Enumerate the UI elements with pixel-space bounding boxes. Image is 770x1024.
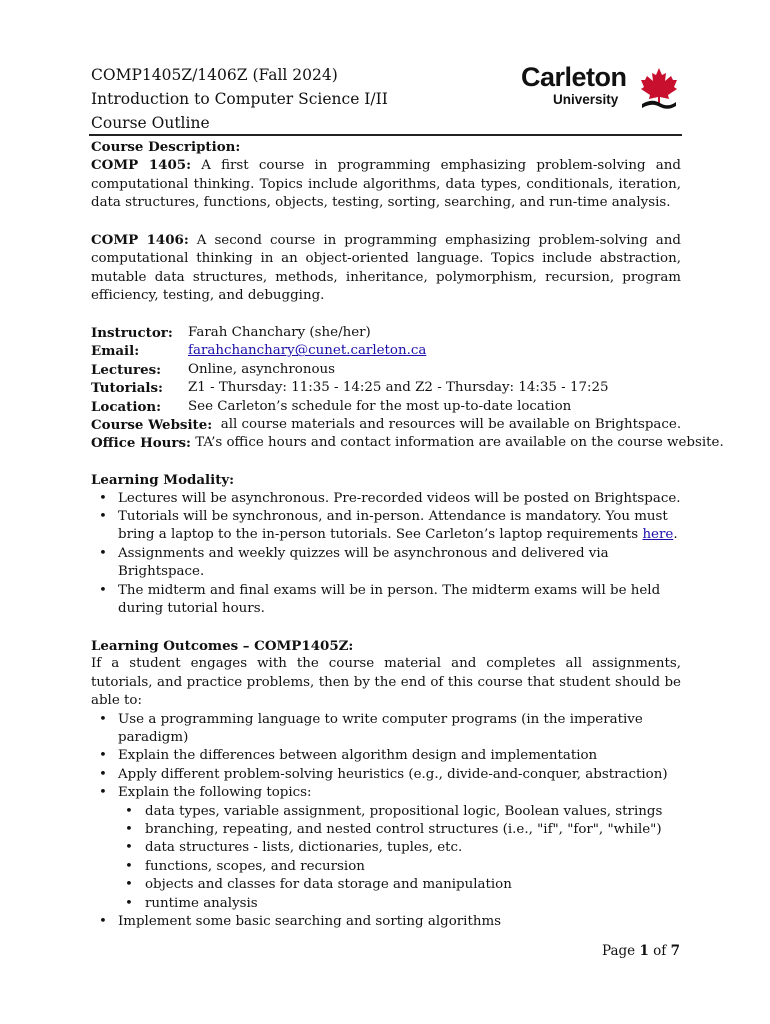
- office-hours-value: TA’s office hours and contact information are available on the course website.: [190, 435, 724, 451]
- office-hours-label: Office Hours:: [91, 435, 191, 452]
- learning-outcomes-list: [91, 711, 681, 932]
- comp1405-text: A first course in programming emphasizing problem-solving and computational thinking. Topics include algorithms, data types, conditionals, iteration, data structures, functions, objects, testing, sorting, searching, and run-time analysis.: [91, 158, 681, 211]
- logo-wordmark: Carleton: [521, 62, 627, 92]
- course-name-title: Introduction to Computer Science I/II: [91, 90, 388, 108]
- location-row: [91, 398, 681, 416]
- comp1406-description: [91, 231, 681, 306]
- lectures-row: [91, 361, 681, 379]
- office-hours-row: [91, 434, 724, 452]
- course-website-row: [91, 416, 681, 434]
- location-label: Location:: [91, 398, 162, 415]
- learning-modality-list: [91, 490, 681, 619]
- list-item: • Explain the differences between algorithm design and implementation: [91, 747, 681, 765]
- carleton-logo: [521, 62, 681, 112]
- topic-item: • branching, repeating, and nested control structures (i.e., "if", "for", "while"): [91, 821, 681, 839]
- email-row: [91, 342, 681, 360]
- list-item: • Assignments and weekly quizzes will be asynchronous and delivered via Brightspace.: [91, 545, 681, 582]
- tutorials-label: Tutorials:: [91, 380, 163, 397]
- current-page: 1: [639, 943, 649, 959]
- course-outline-body: [91, 138, 724, 931]
- laptop-requirements-link[interactable]: here: [642, 527, 674, 543]
- lectures-value: Online, asynchronous: [188, 361, 336, 377]
- learning-outcomes-intro: If a student engages with the course material and completes all assignments, tutorials, and practice problems, then by the end of this course that student should be able to:: [91, 656, 681, 709]
- instructor-row: [91, 324, 681, 342]
- instructor-value: Farah Chanchary (she/her): [188, 325, 371, 341]
- list-item: • Implement some basic searching and sorting algorithms: [91, 913, 681, 931]
- list-item-text: Tutorials will be synchronous, and in-person. Attendance is mandatory. You must bring a laptop to the in-person tutorials. See Carleton’s laptop requirements: [118, 509, 668, 543]
- page-word: Page: [602, 943, 640, 959]
- list-item: • Lectures will be asynchronous. Pre-recorded videos will be posted on Brightspace.: [91, 490, 681, 508]
- list-item: [91, 784, 681, 913]
- page-number: [602, 943, 680, 959]
- list-item-text: Explain the following topics:: [118, 785, 312, 801]
- topic-item: • runtime analysis: [91, 895, 681, 913]
- list-item: • Apply different problem-solving heuristics (e.g., divide-and-conquer, abstraction): [91, 766, 681, 784]
- location-value: See Carleton’s schedule for the most up-to-date location: [188, 398, 572, 414]
- tutorials-value: Z1 - Thursday: 11:35 - 14:25 and Z2 - Thursday: 14:35 - 17:25: [188, 380, 609, 396]
- comp1406-label: COMP 1406:: [91, 232, 189, 249]
- list-item: [91, 508, 681, 545]
- tutorials-row: [91, 379, 681, 397]
- comp1405-label: COMP 1405:: [91, 157, 192, 174]
- document-header: [91, 63, 388, 135]
- topic-item: • data types, variable assignment, propositional logic, Boolean values, strings: [91, 803, 681, 821]
- instructor-label: Instructor:: [91, 325, 173, 342]
- comp1406-text: A second course in programming emphasizing problem-solving and computational thinking in an object-oriented language. Topics include abstraction, mutable data structures, methods, inheritance, polymorphism, recursion, program efficiency, testing, and debugging.: [91, 233, 681, 304]
- course-outline-title: Course Outline: [91, 114, 210, 132]
- list-item: • The midterm and final exams will be in person. The midterm exams will be held during tutorial hours.: [91, 582, 681, 619]
- total-pages: 7: [670, 943, 680, 959]
- topic-item: • objects and classes for data storage and manipulation: [91, 876, 681, 894]
- course-code-title: COMP1405Z/1406Z (Fall 2024): [91, 66, 338, 84]
- lectures-label: Lectures:: [91, 361, 162, 378]
- course-website-label: Course Website:: [91, 417, 213, 434]
- course-description-heading: Course Description:: [91, 139, 241, 155]
- logo-subtitle: University: [553, 92, 619, 107]
- maple-leaf-icon: [640, 66, 678, 110]
- comp1405-description: [91, 156, 681, 212]
- topics-list: [118, 803, 681, 913]
- topic-item: • data structures - lists, dictionaries, tuples, etc.: [91, 839, 681, 857]
- learning-outcomes-heading: Learning Outcomes – COMP1405Z:: [91, 637, 354, 654]
- course-website-value: all course materials and resources will be available on Brightspace.: [212, 417, 682, 433]
- list-item-period: .: [673, 527, 678, 543]
- email-label: Email:: [91, 343, 140, 360]
- instructor-email-link[interactable]: farahchanchary@cunet.carleton.ca: [188, 343, 427, 359]
- of-word: of: [648, 943, 671, 959]
- list-item: • Use a programming language to write computer programs (in the imperative paradigm): [91, 711, 681, 748]
- learning-modality-heading: Learning Modality:: [91, 472, 235, 489]
- header-divider: [89, 134, 682, 136]
- topic-item: • functions, scopes, and recursion: [91, 858, 681, 876]
